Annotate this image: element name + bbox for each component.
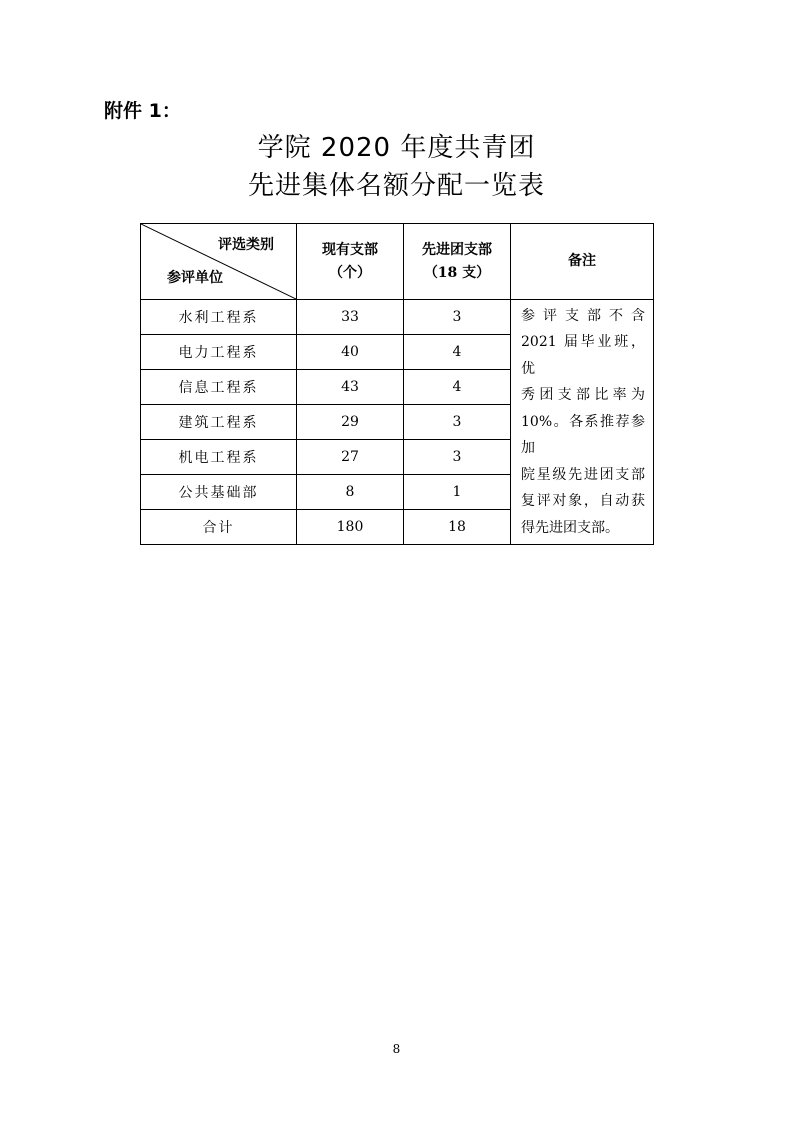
quota-table (140, 223, 654, 545)
existing-cell: 40 (297, 335, 404, 370)
total-label-cell: 合计 (141, 510, 297, 545)
existing-cell: 29 (297, 405, 404, 440)
header-existing-branches (297, 224, 404, 300)
remarks-line: 得先进团支部。 (521, 519, 619, 536)
total-advanced-cell: 18 (404, 510, 511, 545)
existing-cell: 43 (297, 370, 404, 405)
advanced-cell: 4 (404, 370, 511, 405)
remarks-line: 院星级先进团支部 (521, 466, 645, 483)
existing-cell: 33 (297, 300, 404, 335)
header-existing-line1: 现有支部 (322, 242, 378, 259)
advanced-cell: 4 (404, 335, 511, 370)
table-row (141, 300, 654, 335)
advanced-cell: 1 (404, 475, 511, 510)
header-remarks: 备注 (511, 224, 654, 300)
remarks-line: 秀团支部比率为 (521, 387, 645, 404)
header-advanced-line1: 先进团支部 (422, 242, 492, 259)
unit-cell: 公共基础部 (141, 475, 297, 510)
existing-cell: 8 (297, 475, 404, 510)
remarks-line: 2021 届毕业班，优 (521, 334, 645, 377)
advanced-cell: 3 (404, 405, 511, 440)
total-existing-cell: 180 (297, 510, 404, 545)
remarks-line: 参 评 支 部 不 含 (521, 307, 645, 324)
remarks-cell (511, 300, 654, 545)
header-existing-line2: （个） (329, 264, 371, 281)
document-title-line2: 先进集体名额分配一览表 (247, 171, 545, 201)
header-unit-label: 参评单位 (167, 269, 223, 286)
existing-cell: 27 (297, 440, 404, 475)
unit-cell: 建筑工程系 (141, 405, 297, 440)
unit-cell: 机电工程系 (141, 440, 297, 475)
remarks-line: 10%。各系推荐参加 (521, 413, 645, 457)
unit-cell: 电力工程系 (141, 335, 297, 370)
remarks-line: 复评对象，自动获 (521, 493, 645, 510)
advanced-cell: 3 (404, 300, 511, 335)
advanced-cell: 3 (404, 440, 511, 475)
page-number: 8 (392, 1042, 401, 1056)
header-advanced-line2: （18 支） (423, 264, 491, 281)
header-advanced-branches (404, 224, 511, 300)
unit-cell: 信息工程系 (141, 370, 297, 405)
unit-cell: 水利工程系 (141, 300, 297, 335)
diagonal-header-cell (141, 224, 297, 300)
attachment-label: 附件 1： (104, 100, 181, 122)
header-category-label: 评选类别 (218, 237, 274, 253)
document-title-line1: 学院 2020 年度共青团 (257, 133, 536, 163)
table-header-row (141, 224, 654, 300)
